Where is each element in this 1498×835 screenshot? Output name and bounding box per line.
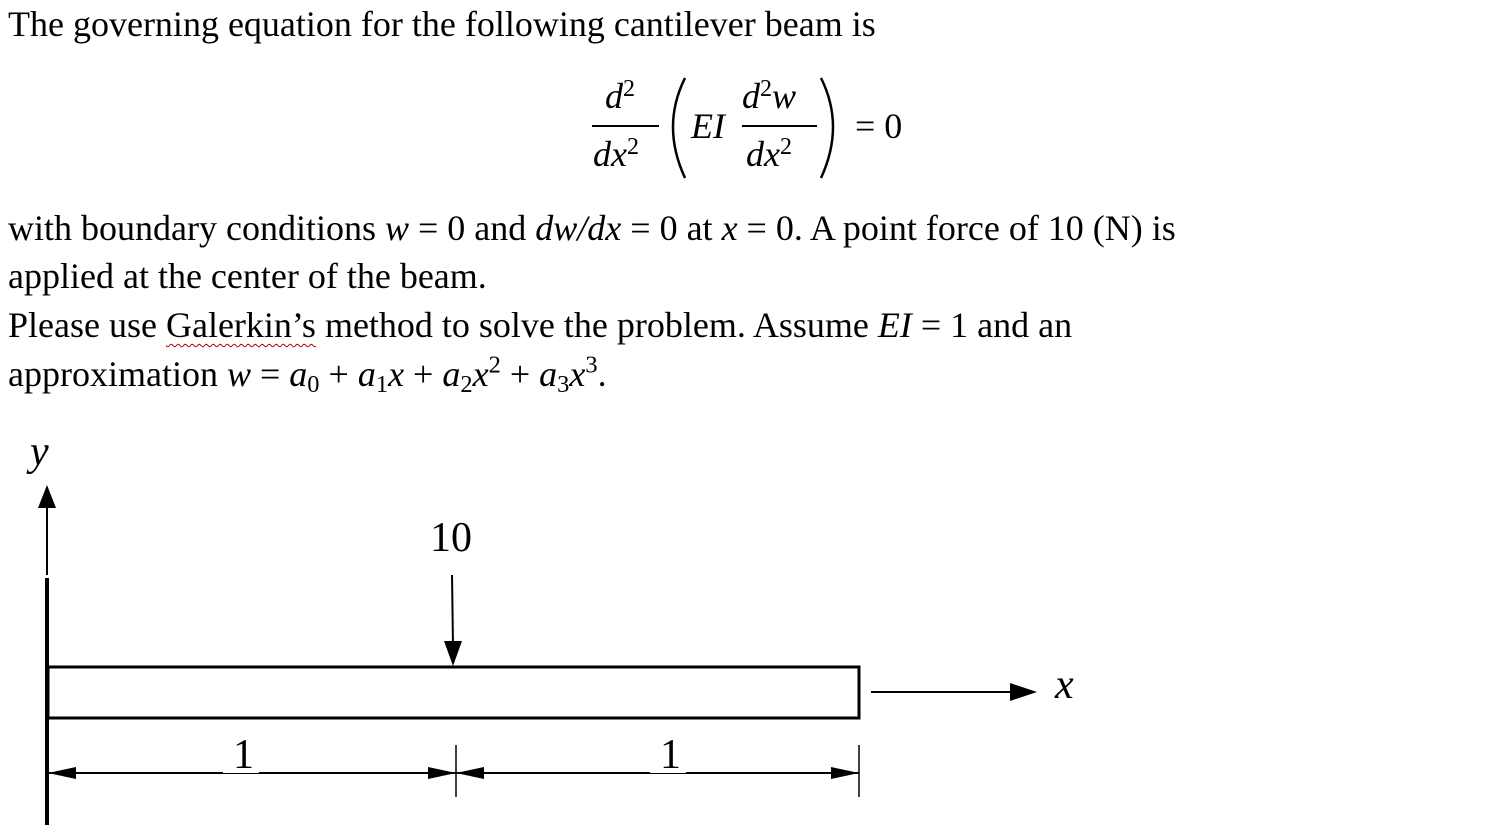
- y-axis-arrowhead: [38, 485, 56, 508]
- right-paren: [821, 78, 833, 178]
- governing-equation: [585, 72, 925, 182]
- dimension-right-label: 1: [660, 732, 681, 778]
- dimension-left-start-arrowhead: [48, 767, 76, 779]
- x-axis-arrowhead: [1010, 683, 1037, 701]
- beam-body: [48, 667, 859, 718]
- intro-line: [8, 6, 876, 42]
- intro-text: The governing equation for the following cantilever beam is: [8, 4, 876, 44]
- force-arrowhead: [444, 641, 462, 666]
- force-label: 10: [430, 515, 472, 561]
- equation-rhs: = 0: [855, 106, 903, 146]
- coefficient-ei: EI: [691, 106, 725, 146]
- y-axis-label: y: [30, 429, 49, 475]
- x-axis-label: x: [1055, 662, 1074, 708]
- boundary-conditions-line: with boundary conditions w = 0 and dw/dx = 0 at x = 0. A point force of 10 (N) is: [8, 208, 1176, 248]
- outer-numerator: $d^2$: [605, 76, 635, 116]
- force-arrow-shaft: [452, 575, 453, 645]
- inner-numerator: $d^2w$: [742, 76, 797, 116]
- spellcheck-underlined-word: Galerkin’s: [165, 305, 316, 345]
- instruction-line: Please use Galerkin’s method to solve the problem. Assume EI = 1 and an: [8, 305, 1073, 345]
- inner-denominator: $dx^2$: [746, 134, 792, 174]
- force-location-line: applied at the center of the beam.: [8, 256, 487, 296]
- left-paren: [673, 78, 685, 178]
- dimension-right-start-arrowhead: [456, 767, 484, 779]
- dimension-left-end-arrowhead: [428, 767, 456, 779]
- dimension-left-label: 1: [233, 732, 254, 778]
- outer-denominator: $dx^2$: [593, 134, 639, 174]
- cantilever-beam-figure: [0, 415, 1498, 835]
- approximation-line: approximation $w = a_0 + a_1x + a_2x^2 + a_3x^3$.: [8, 351, 607, 399]
- dimension-right-end-arrowhead: [831, 767, 859, 779]
